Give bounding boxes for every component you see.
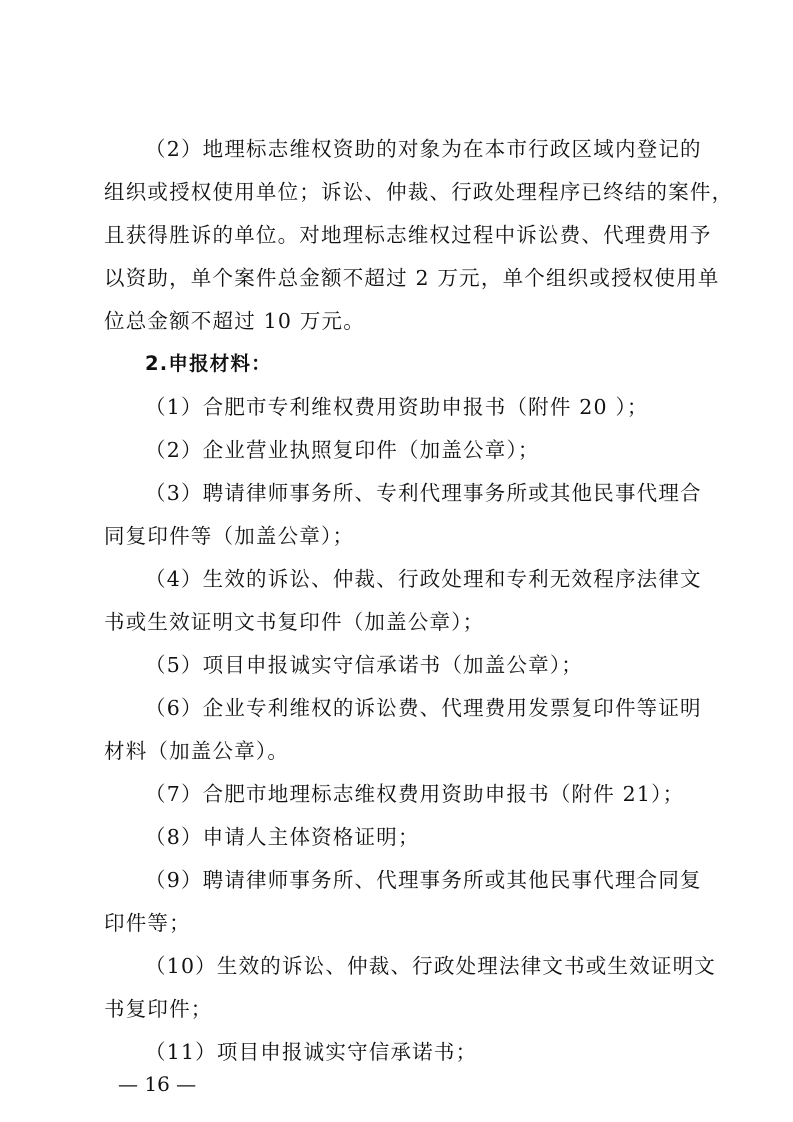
paragraph-line: 且获得胜诉的单位。对地理标志维权过程中诉讼费、代理费用予 [104, 223, 712, 247]
paragraph-line: 位总金额不超过 10 万元。 [104, 309, 365, 333]
list-item: （2）企业营业执照复印件（加盖公章）； [145, 438, 540, 462]
list-item-continuation: 印件等； [104, 911, 191, 935]
paragraph-line: （2）地理标志维权资助的对象为在本市行政区域内登记的 [145, 137, 702, 161]
paragraph-line: 以资助，单个案件总金额不超过 2 万元，单个组织或授权使用单 [104, 266, 720, 290]
list-item: （3）聘请律师事务所、专利代理事务所或其他民事代理合 [145, 481, 702, 505]
page-number: — 16 — [118, 1072, 197, 1096]
list-item: （11）项目申报诚实守信承诺书； [145, 1040, 478, 1064]
list-item-continuation: 书或生效证明文书复印件（加盖公章）； [104, 610, 485, 634]
list-item-continuation: 同复印件等（加盖公章）； [104, 524, 355, 548]
list-item: （10）生效的诉讼、仲裁、行政处理法律文书或生效证明文 [145, 954, 716, 978]
section-heading: 2.申报材料： [145, 352, 272, 375]
list-item: （4）生效的诉讼、仲裁、行政处理和专利无效程序法律文 [145, 567, 702, 591]
list-item: （9）聘请律师事务所、代理事务所或其他民事代理合同复 [145, 868, 702, 892]
list-item: （8）申请人主体资格证明； [145, 825, 420, 849]
list-item: （1）合肥市专利维权费用资助申报书（附件 20 ）； [145, 395, 649, 419]
paragraph-line: 组织或授权使用单位；诉讼、仲裁、行政处理程序已终结的案件， [104, 180, 734, 204]
list-item: （6）企业专利维权的诉讼费、代理费用发票复印件等证明 [145, 696, 702, 720]
list-item: （7）合肥市地理标志维权费用资助申报书（附件 21）； [145, 782, 685, 806]
list-item-continuation: 书复印件； [104, 997, 213, 1021]
list-item-continuation: 材料（加盖公章）。 [104, 739, 290, 763]
list-item: （5）项目申报诚实守信承诺书（加盖公章）； [145, 653, 583, 677]
